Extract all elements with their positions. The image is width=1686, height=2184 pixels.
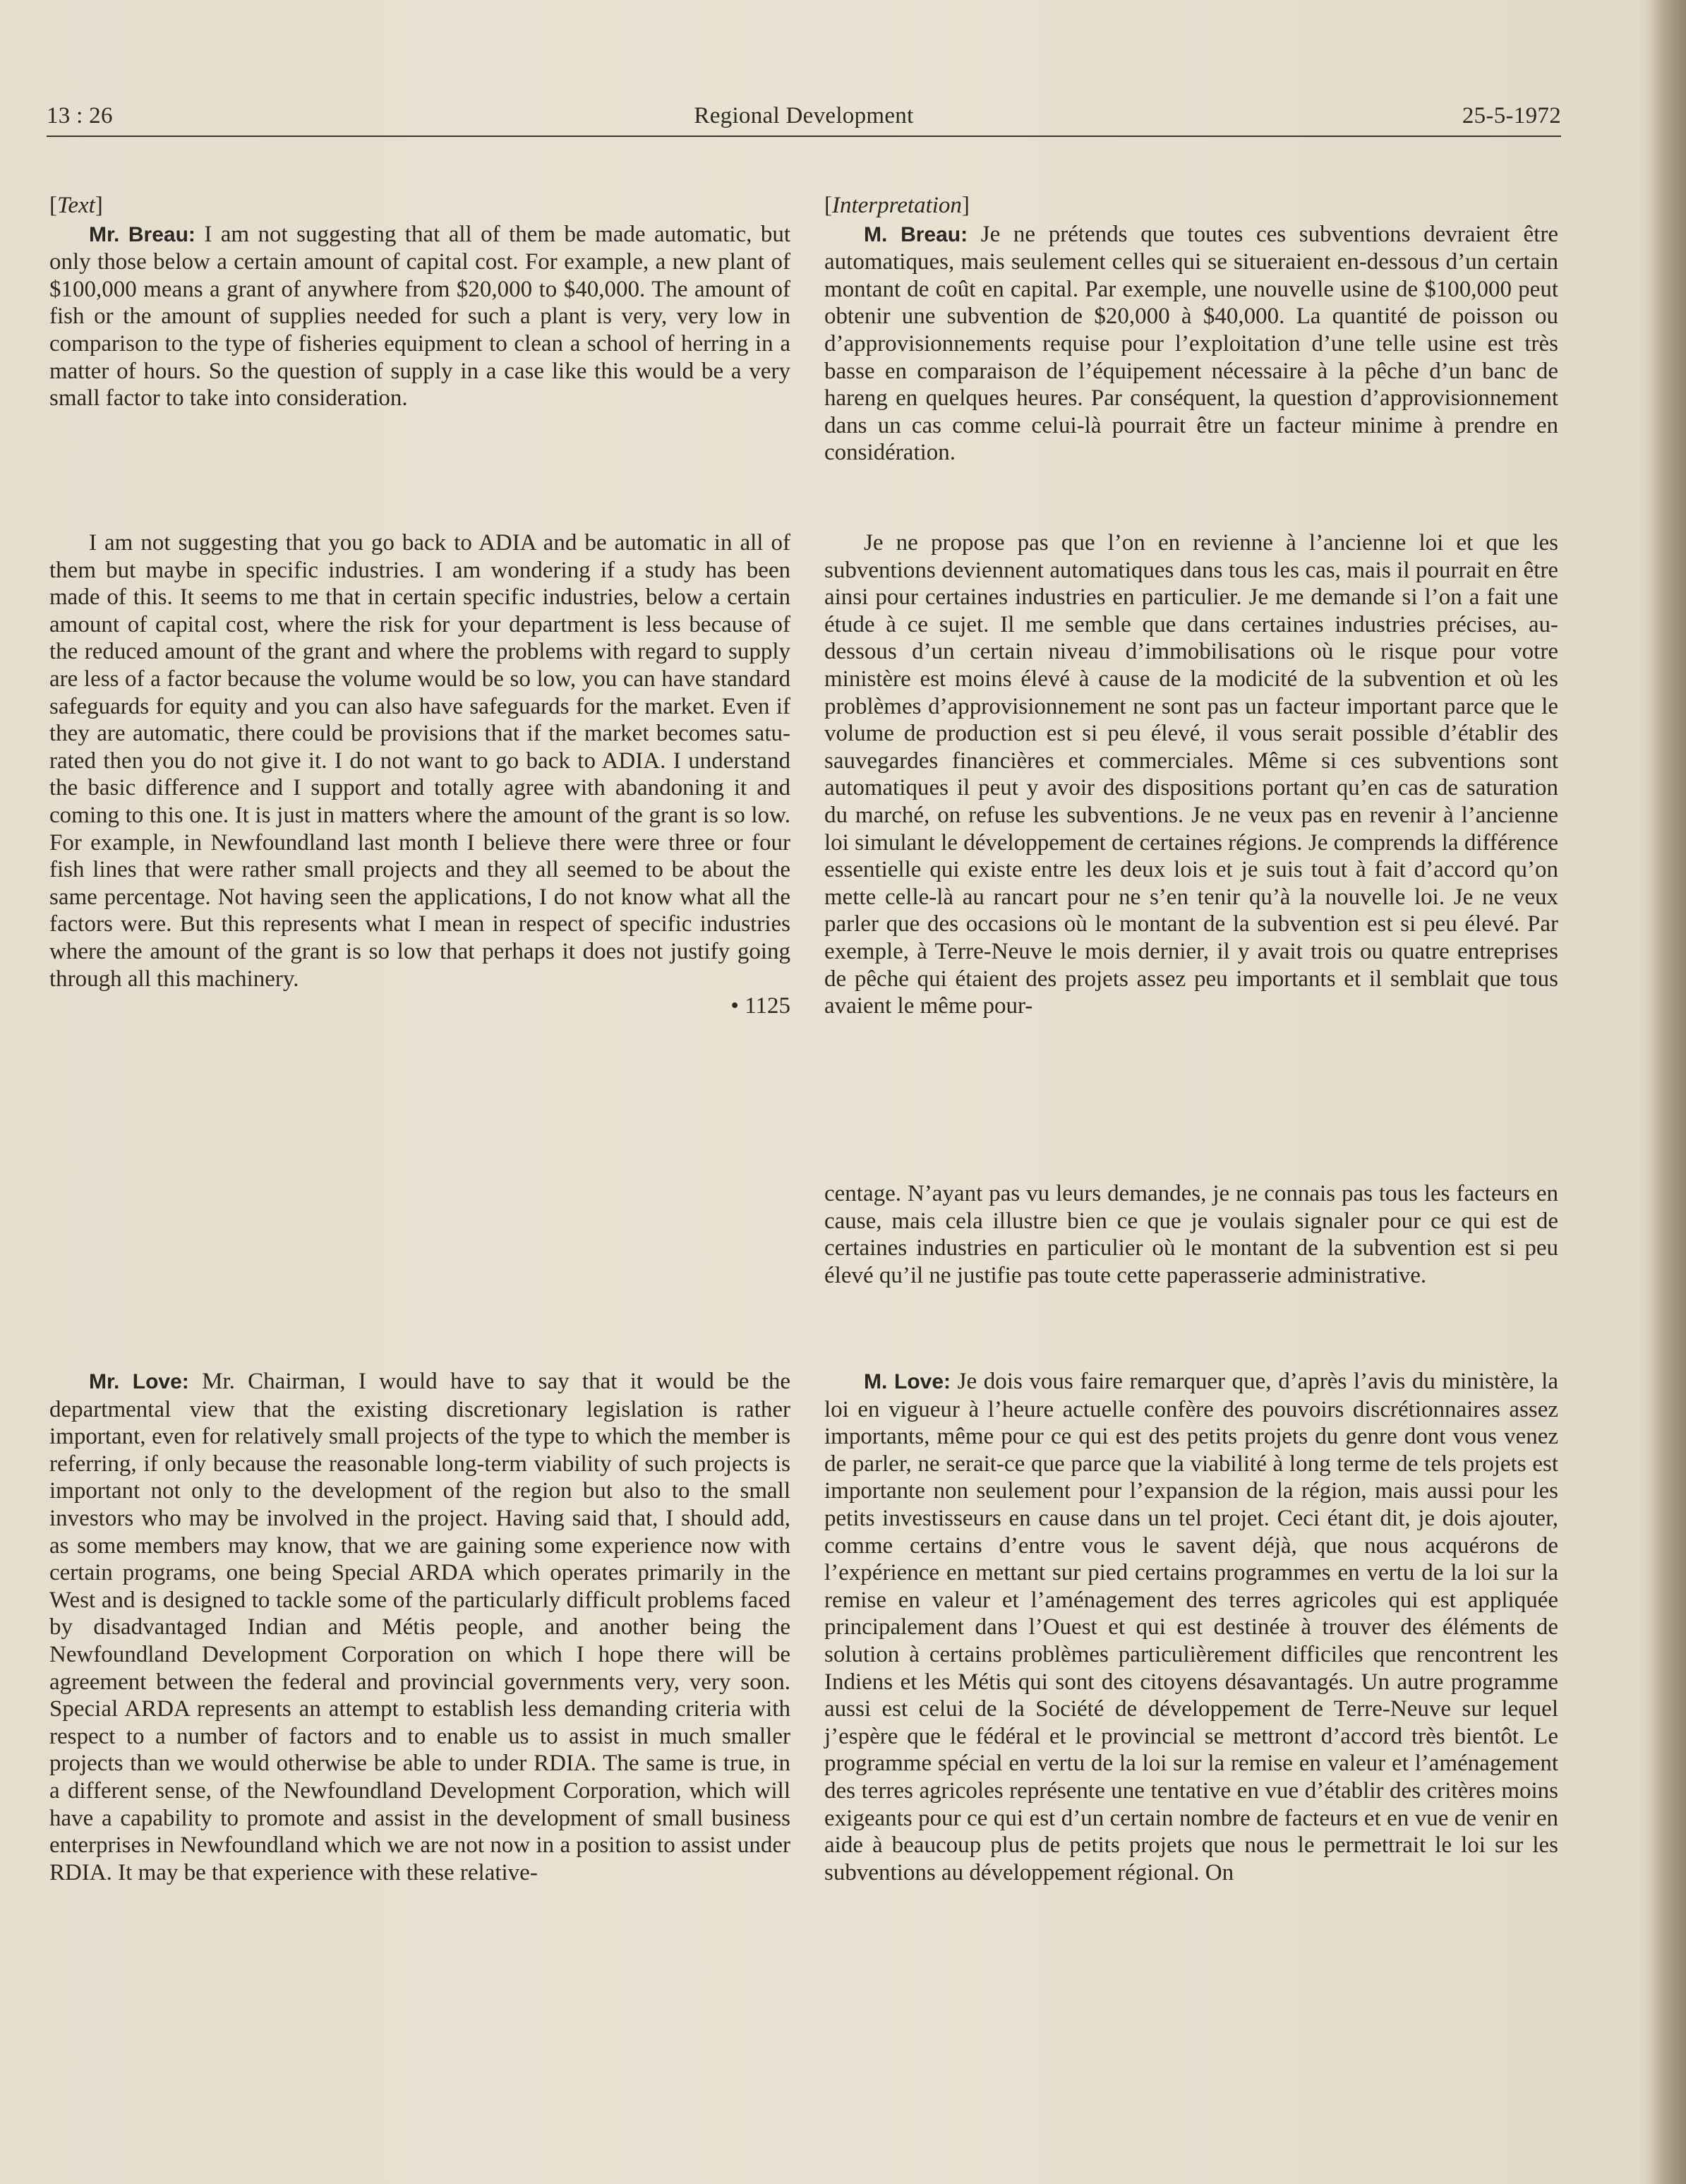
left-block-2 — [49, 529, 790, 1020]
right-block-3 — [824, 1180, 1558, 1289]
paragraph-love-en: Mr. Love: Mr. Chairman, I would have to say that it would be the departmental view that the existing discretionary legislation is rather important, even for relatively small projects of the type to which the member is referring, if only because the reasonable long-term viability of such projects is important not only to the development of the region but also to the small investors who may be involved in the project. Having said that, I should add, as some members may know, that we are gaining some experience now with certain programs, one being Special ARDA which operates primarily in the West and is designed to tackle some of the particularly difficult problems faced by disadvantaged Indian and Métis people, and another being the Newfoundland Development Corporation on which I hope there will be agreement between the federal and provincial governments very, very soon. Special ARDA represents an attempt to establish less demanding criteria with respect to a number of factors and to enable us to assist in much smaller projects than we would otherwise be able to under RDIA. The same is true, in a different sense, of the Newfoundland Development Corporation, which will have a capability to promote and assist in the development of small business enterprises in Newfoundland which we are not now in a position to assist under RDIA. It may be that experience with these relative- — [49, 1369, 790, 1885]
left-block-3 — [49, 1368, 790, 1886]
paragraph-breau-fr-2-continued: centage. N’ayant pas vu leurs demandes, je ne connais pas tous les facteurs en cause, mais cela illustre bien ce que je voulais signaler pour ce qui est de certaines industries en particulier où le montant de la subvention est si peu élevé qu’il ne justifie pas toute cette paperasserie administrative. — [824, 1181, 1558, 1288]
paragraph-breau-fr-2: Je ne propose pas que l’on en revienne à l’ancienne loi et que les subventions deviennent automatiques dans tous les cas, mais il pourrait en être ainsi pour certaines industries en particulier. Je me demande si l’on a fait une étude à ce sujet. Il me semble que dans certaines industries précises, au-dessous d’un certain niveau d’immobilisations où le risque pour votre ministère est moins élevé à cause de la modicité de la subvention et où les problèmes d’approvisionnement ne sont pas un facteur important parce que le volume de production est si peu élevé, il vous serait possible d’établir des sauvegardes financières et commerciales. Même si ces subventions sont automatiques il peut y avoir des dispositions portant qu’en cas de saturation du marché, on refuse les subventions. Je ne veux pas en revenir à l’ancienne loi simulant le développement de certaines régions. Je comprends la différence essentielle qui existe entre les deux lois et je suis tout à fait d’accord qu’on mette celle-là au rancart pour ne s’en tenir qu’à la nouvelle loi. Je ne veux parler que des occasions où le montant de la subvention est si peu élevé. Par exemple, à Terre-Neuve le mois dernier, il y avait trois ou quatre entreprises de pêche qui étaient des projets assez peu importants et il semblait que tous avaient le même pour- — [824, 530, 1558, 1019]
paragraph-love-fr: M. Love: Je dois vous faire remarquer que, d’après l’avis du ministère, la loi en vigueur à l’heure actuelle confère des pouvoirs discrétionnaires assez importants, même pour ce qui est des petits projets du genre dont vous venez de parler, ne serait-ce que parce que la viabilité à long terme de tels projets est importante non seulement pour l’expansion de la région, mais aussi pour les petits investisseurs en cause dans un tel projet. Ceci étant dit, je dois ajouter, comme certains d’entre vous le savent déjà, que nous acquérons de l’expérience en mettant sur pied certains programmes en vertu de la loi sur la remise en valeur et l’aménagement des terres agricoles qui est appliquée principalement dans l’Ouest et qui est destinée à trouver des éléments de solution à certains problèmes particulièrement difficiles que rencontrent les Indiens et les Métis qui sont des citoyens désavantagés. Un autre programme aussi est celui de la Société de développement de Terre-Neuve sur lequel j’espère que le fédéral et le provincial se mettront d’accord très bientôt. Le programme spécial en vertu de la loi sur la remise en valeur et l’aménagement des terres agricoles représente une tentative en vue d’établir des critères moins exigeants pour ce qui est d’un certain nombre de facteurs et en vue de venir en aide à beaucoup plus de petits projets que nous le permettrait le loi sur les subventions au développement régional. On — [824, 1369, 1558, 1885]
header-date: 25-5-1972 — [1462, 103, 1561, 128]
speaker-name: M. Love: — [864, 1370, 951, 1393]
page-edge-shadow — [1649, 0, 1686, 2184]
header-rule — [47, 136, 1561, 137]
right-block-4 — [824, 1368, 1558, 1886]
running-header — [47, 103, 1561, 137]
right-block-2 — [824, 529, 1558, 1020]
time-marker: • 1125 — [730, 993, 790, 1019]
text-section-tag: [Text] — [49, 193, 103, 218]
paragraph-breau-en-2: I am not suggesting that you go back to ADIA and be automatic in all of them but maybe in specific industries. I am wondering if a study has been made of this. It seems to me that in certain specific industries, below a certain amount of capital cost, where the risk for your department is less because of the reduced amount of the grant and where the problems with regard to supply are less of a factor because the volume would be so low, you can have standard safeguards for equity and you can also have safeguards for the market. Even if they are automatic, there could be provisions that if the market becomes saturated then you do not give it. I do not want to go back to ADIA. I understand the basic difference and I support and totally agree with abandoning it and coming to this one. It is just in matters where the amount of the grant is so low. For example, in Newfoundland last month I believe there were three or four fish lines that were rather small projects and they all seemed to be about the same percentage. Not having seen the applications, I do not know what all the factors were. But this represents what I mean in respect of specific industries where the amount of the grant is so low that perhaps it does not justify going through all this machinery. — [49, 530, 790, 992]
interpretation-section-tag: [Interpretation] — [824, 193, 970, 218]
left-block-1 — [49, 192, 790, 412]
paragraph-breau-fr: M. Breau: Je ne prétends que toutes ces subventions devraient être automatiques, mais seulement celles qui se situeraient en-dessous d’un certain montant de coût en capital. Par exemple, une nouvelle usine de $100,000 peut obtenir une subvention de $20,000 à $40,000. La quantité de poisson ou d’approvisionnements requise pour l’exploitation d’une telle usine est très basse en comparaison de l’équipement nécessaire à la pêche d’un banc de hareng en quelques heures. Par conséquent, la question d’approvisionnement dans un cas comme celui-là pourrait être un facteur minime à prendre en considération. — [824, 221, 1558, 466]
paragraph-breau-en: Mr. Breau: I am not suggesting that all of them be made automatic, but only those below a certain amount of capital cost. For example, a new plant of $100,000 means a grant of anywhere from $20,000 to $40,000. The amount of fish or the amount of supplies needed for such a plant is very, very low in comparison to the type of fisheries equipment to clean a school of herring in a matter of hours. So the question of supply in a case like this would be a very small factor to take into consideration. — [49, 221, 790, 412]
right-block-1 — [824, 192, 1558, 467]
running-title: Regional Development — [694, 103, 914, 128]
speaker-name: Mr. Love: — [89, 1370, 189, 1393]
speaker-name: Mr. Breau: — [89, 222, 195, 246]
speaker-name: M. Breau: — [864, 222, 968, 246]
page-number: 13 : 26 — [47, 103, 113, 128]
